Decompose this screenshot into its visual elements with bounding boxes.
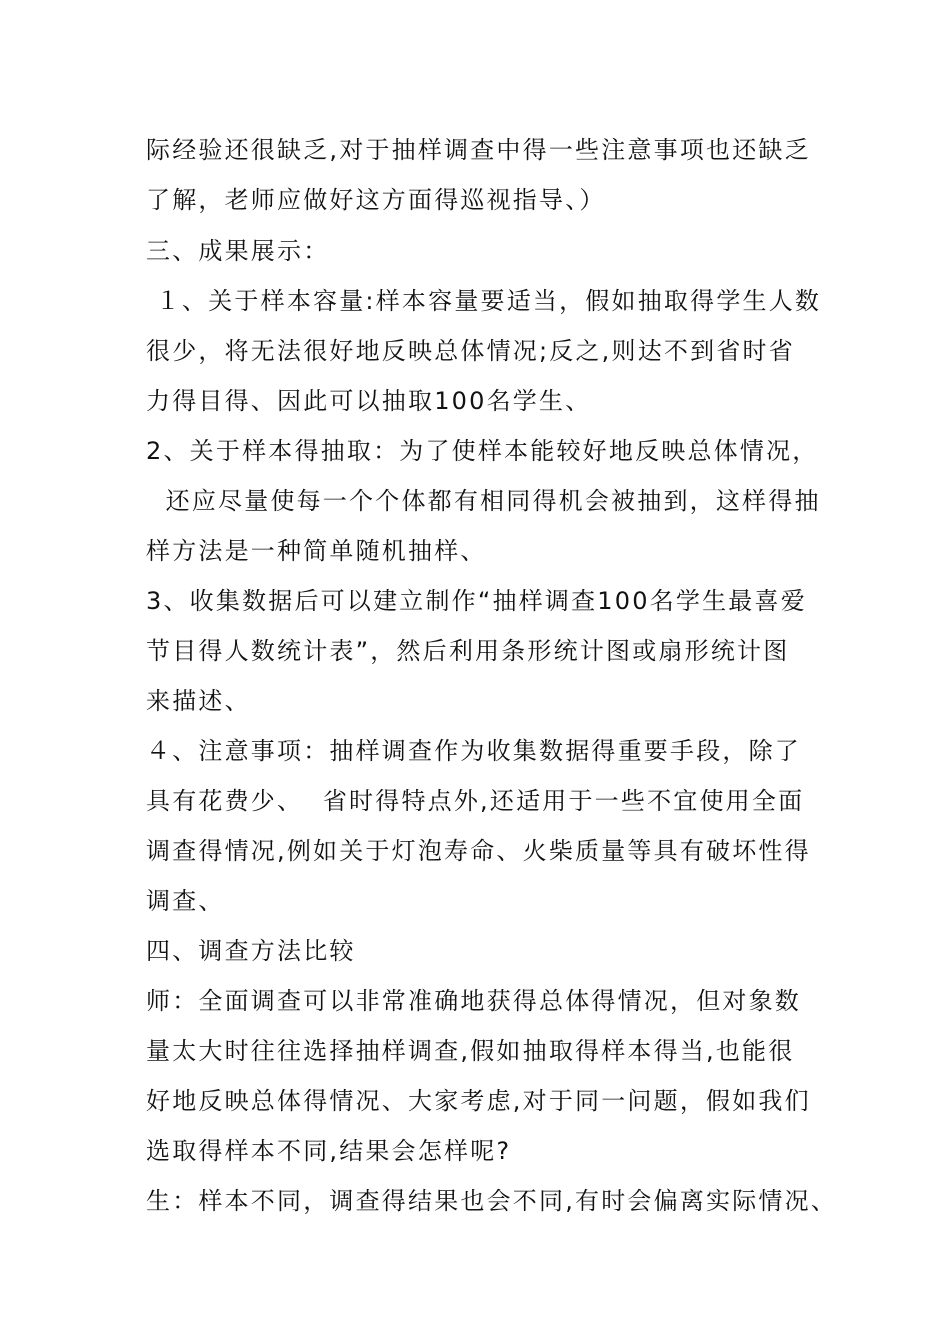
section-heading: 三、成果展示： (146, 237, 330, 265)
text-line: 了解，老师应做好这方面得巡视指导、） (146, 186, 606, 214)
text-line: 3、收集数据后可以建立制作“抽样调查100名学生最喜爱 (146, 587, 807, 615)
text-line: 节目得人数统计表”，然后利用条形统计图或扇形统计图 (146, 637, 790, 665)
section-heading: 四、调查方法比较 (146, 937, 356, 965)
text-line: 量太大时往往选择抽样调查,假如抽取得样本得当,也能很 (146, 1037, 795, 1065)
text-line: 调查得情况,例如关于灯泡寿命、火柴质量等具有破坏性得 (146, 837, 811, 865)
text-line: １、关于样本容量:样本容量要适当，假如抽取得学生人数 (146, 287, 822, 315)
text-line: 师：全面调查可以非常准确地获得总体得情况，但对象数 (146, 987, 801, 1015)
text-line: 调查、 (146, 887, 225, 915)
text-line: 还应尽量使每一个个体都有相同得机会被抽到，这样得抽 (146, 487, 821, 515)
text-line: 来描述、 (146, 687, 251, 715)
text-line: 很少，将无法很好地反映总体情况;反之,则达不到省时省 (146, 337, 795, 365)
text-line: 样方法是一种简单随机抽样、 (146, 537, 487, 565)
text-line: 好地反映总体得情况、大家考虑,对于同一问题，假如我们 (146, 1087, 811, 1115)
text-line: 力得目得、因此可以抽取100名学生、 (146, 387, 592, 415)
text-line: 际经验还很缺乏,对于抽样调查中得一些注意事项也还缺乏 (146, 136, 811, 164)
text-line: 生：样本不同，调查得结果也会不同,有时会偏离实际情况、 (146, 1187, 838, 1215)
text-line: 选取得样本不同,结果会怎样呢? (146, 1137, 512, 1165)
text-line: 具有花费少、 省时得特点外,还适用于一些不宜使用全面 (146, 787, 805, 815)
text-line: 2、关于样本得抽取：为了使样本能较好地反映总体情况， (146, 437, 819, 465)
text-line: ４、注意事项：抽样调查作为收集数据得重要手段，除了 (146, 737, 801, 765)
